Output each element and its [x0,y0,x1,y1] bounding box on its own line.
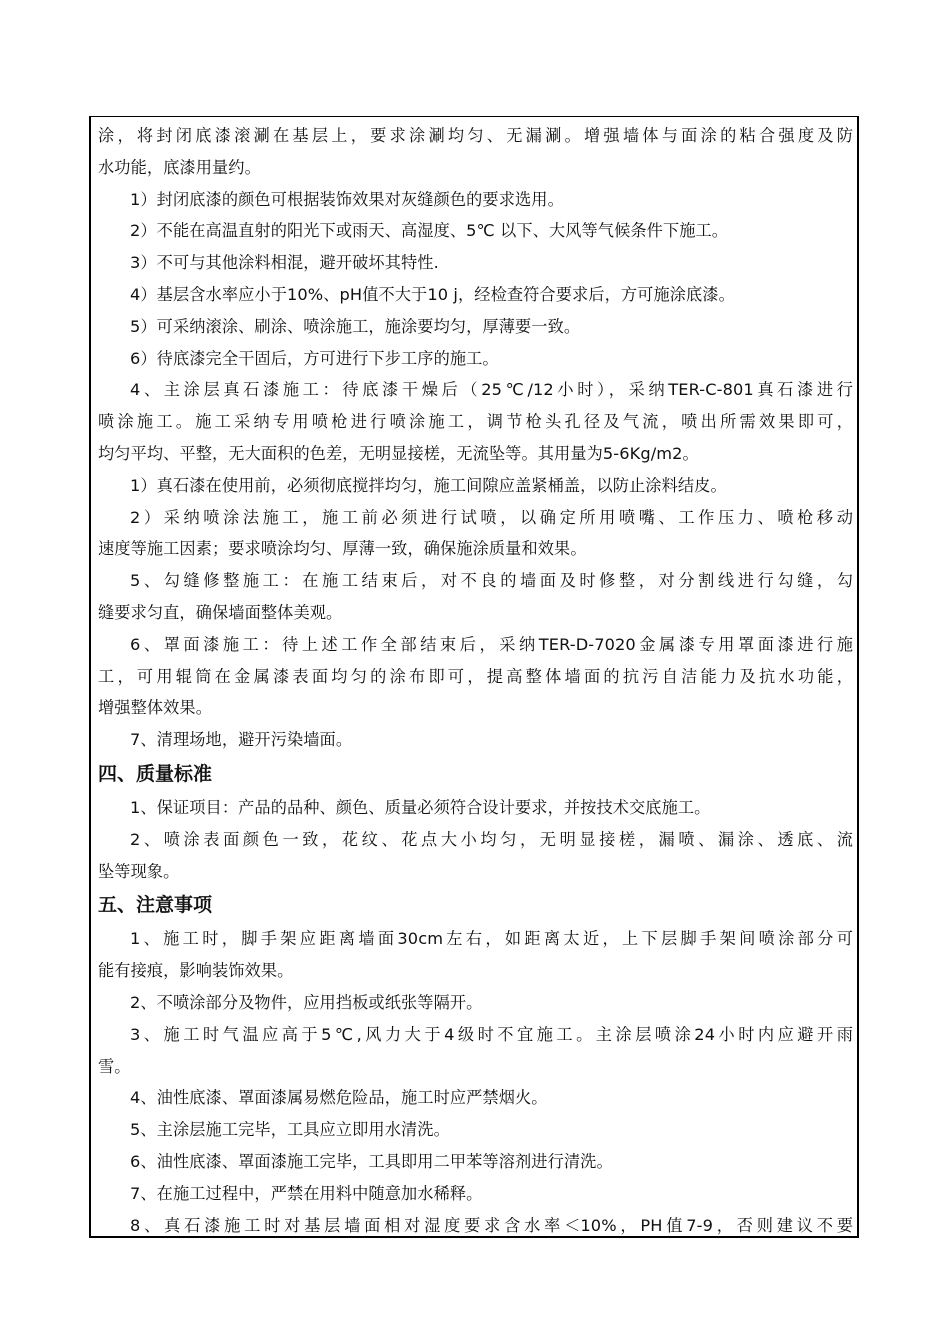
text-line: 喷涂施工。施工采纳专用喷枪进行喷涂施工，调节枪头孔径及气流，喷出所需效果即可， [98,412,853,432]
text-line: 5、主涂层施工完毕，工具应立即用水清洗。 [130,1120,450,1140]
text-line: 5）可采纳滚涂、刷涂、喷涂施工，施涂要均匀，厚薄要一致。 [130,316,581,336]
text-line: 坠等现象。 [98,861,180,881]
text-line: 1、保证项目：产品的品种、颜色、质量必须符合设计要求，并按技术交底施工。 [130,797,711,817]
text-line: 增强整体效果。 [98,698,213,718]
text-line: 6、油性底漆、罩面漆施工完毕，工具即用二甲苯等溶剂进行清洗。 [130,1151,613,1171]
text-line: 2、喷涂表面颜色一致，花纹、花点大小均匀，无明显接槎，漏喷、漏涂、透底、流 [130,829,853,849]
text-line: 2）采纳喷涂法施工，施工前必须进行试喷，以确定所用喷嘴、工作压力、喷枪移动 [130,507,853,527]
text-line: 雪。 [98,1056,131,1076]
text-line: 7、清理场地，避开污染墙面。 [130,730,353,750]
text-line: 涂，将封闭底漆滚涮在基层上，要求涂涮均匀、无漏涮。增强墙体与面涂的粘合强度及防 [98,126,853,145]
document-body [98,120,853,1238]
text-line: 能有接痕，影响装饰效果。 [98,961,294,981]
text-line: 4、主涂层真石漆施工：待底漆干燥后（25℃/12小时），采纳TER-C-801真石漆进行 [130,380,853,400]
text-line: 2）不能在高温直射的阳光下或雨天、高湿度、5℃ 以下、大风等气候条件下施工。 [130,221,729,241]
text-line: 均匀平均、平整，无大面积的色差，无明显接槎，无流坠等。其用量为5-6Kg/m2。 [98,443,699,463]
document-frame [89,116,859,1238]
text-line: 3）不可与其他涂料相混，避开破坏其特性. [130,253,439,273]
text-line: 水功能，底漆用量约。 [98,157,261,177]
text-line: 7、在施工过程中，严禁在用料中随意加水稀释。 [130,1183,483,1203]
section-heading: 五、注意事项 [98,894,213,917]
text-line: 1）封闭底漆的颜色可根据装饰效果对灰缝颜色的要求选用。 [130,189,564,209]
section-heading: 四、质量标准 [98,762,213,785]
text-line: 2、不喷涂部分及物件，应用挡板或纸张等隔开。 [130,992,483,1012]
text-line: 4）基层含水率应小于10%、pH值不大于10 j，经检查符合要求后，方可施涂底漆。 [130,284,735,304]
text-line: 5、勾缝修整施工：在施工结束后，对不良的墙面及时修整，对分割线进行勾缝，勾 [130,571,853,591]
text-line: 速度等施工因素；要求喷涂均匀、厚薄一致，确保施涂质量和效果。 [98,539,587,559]
text-line: 6）待底漆完全干固后，方可进行下步工序的施工。 [130,348,499,368]
text-line: 1）真石漆在使用前，必须彻底搅拌均匀，施工间隙应盖紧桶盖，以防止涂料结皮。 [130,475,727,495]
text-line: 6、罩面漆施工：待上述工作全部结束后，采纳TER-D-7020金属漆专用罩面漆进行施 [130,634,853,654]
text-line: 1、施工时，脚手架应距离墙面30cm左右，如距离太近，上下层脚手架间喷涂部分可 [130,929,853,949]
text-line: 工，可用辊筒在金属漆表面均匀的涂布即可，提高整体墙面的抗污自洁能力及抗水功能， [98,666,853,686]
text-line: 4、油性底漆、罩面漆属易燃危险品，施工时应严禁烟火。 [130,1088,548,1108]
text-line: 8、真石漆施工时对基层墙面相对湿度要求含水率＜10%，PH值7-9，否则建议不要 [130,1215,853,1235]
text-line: 缝要求匀直，确保墙面整体美观。 [98,602,343,622]
text-line: 3、施工时气温应高于5℃,风力大于4级时不宜施工。主涂层喷涂24小时内应避开雨 [130,1024,853,1044]
